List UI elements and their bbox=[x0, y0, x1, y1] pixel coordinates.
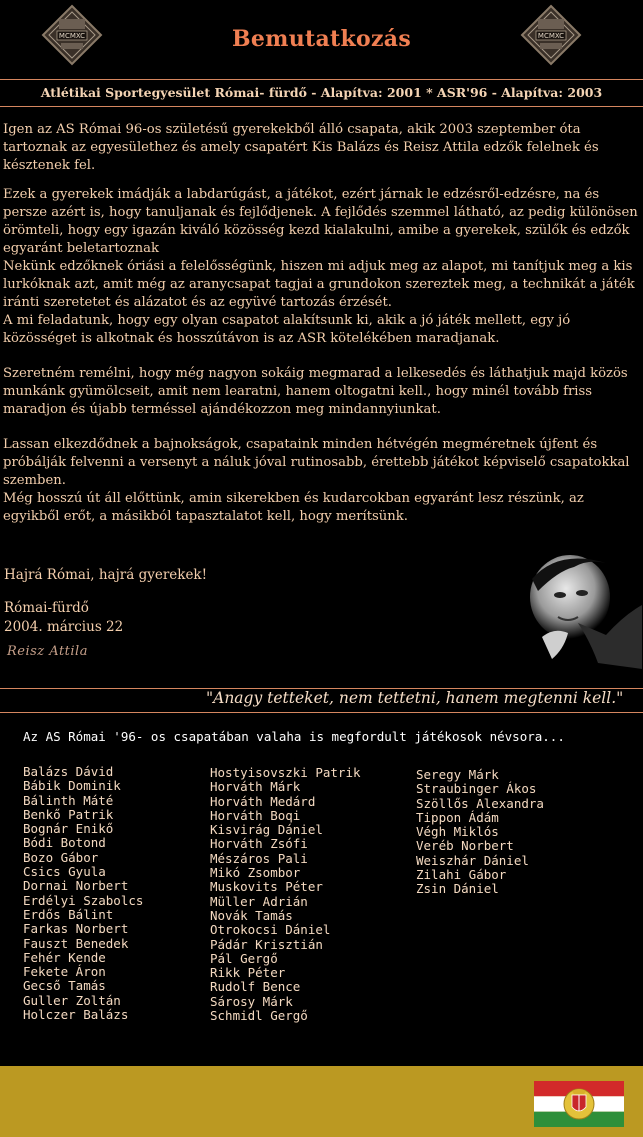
intro-paragraph: Nekünk edzőknek óriási a felelősségünk, hiszen mi adjuk meg az alapot, mi tanítjuk meg a kis lurkóknak azt, amit még az aranycsapat tagjai a grundokon szereztek meg, a technikát a játék iránti szeretetet és alázatot és az együvé tartozás érzését. bbox=[3, 259, 635, 310]
player-name: Dornai Norbert bbox=[23, 878, 129, 894]
player-name: Csics Gyula bbox=[23, 864, 106, 880]
player-name: Bódi Botond bbox=[23, 835, 106, 851]
player-name: Bábik Dominik bbox=[23, 778, 121, 794]
player-name: Gecső Tamás bbox=[23, 978, 106, 994]
player-name: Veréb Norbert bbox=[416, 838, 514, 854]
emblem-text: MCMXC bbox=[537, 32, 565, 40]
player-name: Rikk Péter bbox=[210, 965, 286, 981]
intro-text bbox=[3, 121, 639, 526]
player-name: Fauszt Benedek bbox=[23, 935, 129, 951]
player-name: Müller Adrián bbox=[210, 893, 308, 909]
hungarian-flag-icon[interactable] bbox=[534, 1081, 624, 1127]
player-name: Pádár Krisztián bbox=[210, 936, 323, 952]
player-name: Muskovits Péter bbox=[210, 879, 323, 895]
player-name: Erdélyi Szabolcs bbox=[23, 892, 144, 908]
player-name: Mikó Zsombor bbox=[210, 865, 301, 881]
player-name: Horváth Medárd bbox=[210, 793, 316, 809]
signature-date: 2004. március 22 bbox=[4, 619, 124, 635]
quote-text: "Anagy tetteket, nem tettetni, hanem megtenni kell." bbox=[206, 689, 624, 707]
intro-paragraph: Szeretném remélni, hogy még nagyon sokáig megmarad a lelkesedés és láthatjuk majd közös munkánk gyümölcseit, amit nem learatni, hanem oltogatni kell., hogy minél tovább friss maradjon és újabb terméssel ajándékozzon meg mindannyiunkat. bbox=[3, 366, 628, 417]
closing-cheer: Hajrá Római, hajrá gyerekek! bbox=[4, 567, 208, 583]
emblem-text: MCMXC bbox=[58, 32, 86, 40]
roster-column-2 bbox=[210, 766, 361, 1023]
divider bbox=[0, 79, 643, 80]
roster-column-1 bbox=[23, 765, 143, 1022]
player-name: Otrokocsi Dániel bbox=[210, 922, 331, 938]
player-name: Fehér Kende bbox=[23, 949, 106, 965]
divider bbox=[0, 712, 643, 713]
player-name: Hostyisovszki Patrik bbox=[210, 765, 361, 780]
roster-column-3 bbox=[416, 768, 544, 897]
intro-paragraph: Ezek a gyerekek imádják a labdarúgást, a játékot, ezért járnak le edzésről-edzésre, na és persze azért is, hogy tanuljanak és fejlődjenek. A fejlődés szemmel látható, az pedig különösen örömteli, hogy egy igazán kiváló közösség kezd kialakulni, amibe a gyerekek, szülők és edzők egyaránt beletartoznak bbox=[3, 187, 638, 256]
player-name: Mészáros Pali bbox=[210, 850, 308, 866]
coach-portrait bbox=[518, 545, 642, 669]
player-name: Bozo Gábor bbox=[23, 849, 99, 865]
player-name: Horváth Boqi bbox=[210, 807, 301, 823]
page-title: Bemutatkozás bbox=[231, 26, 412, 52]
player-name: Balázs Dávid bbox=[23, 764, 114, 779]
player-name: Bálinth Máté bbox=[23, 792, 114, 808]
player-name: Végh Miklós bbox=[416, 824, 499, 840]
player-name: Tippon Ádám bbox=[416, 809, 499, 825]
player-name: Rudolf Bence bbox=[210, 979, 301, 995]
divider bbox=[0, 106, 643, 107]
roster-heading: Az AS Római '96- os csapatában valaha is megfordult játékosok névsora... bbox=[23, 729, 565, 744]
player-name: Pál Gergő bbox=[210, 950, 278, 966]
player-name: Straubinger Ákos bbox=[416, 781, 537, 797]
player-name: Bognár Enikő bbox=[23, 821, 114, 837]
player-name: Sárosy Márk bbox=[210, 993, 293, 1009]
intro-paragraph: Lassan elkezdődnek a bajnokságok, csapataink minden hétvégén megméretnek újfent és próbálják felvenni a versenyt a náluk jóval rutinosabb, érettebb játékot képviselő csapatokkal szemben. bbox=[3, 437, 630, 488]
player-name: Farkas Norbert bbox=[23, 921, 129, 937]
intro-paragraph: Még hosszú út áll előttünk, amin sikerekben és kudarcokban egyaránt lesz részünk, az egyikből erőt, a másikból tapasztalatot kell, hogy merítsünk. bbox=[3, 491, 584, 524]
player-name: Zsin Dániel bbox=[416, 881, 499, 897]
player-name: Weiszhár Dániel bbox=[416, 852, 529, 868]
intro-paragraph: A mi feladatunk, hogy egy olyan csapatot alakítsunk ki, akik a jó játék mellett, egy jó közösséget is alkotnak és hosszútávon is az ASR kötelékében maradjanak. bbox=[3, 313, 571, 346]
player-name: Erdős Bálint bbox=[23, 906, 114, 922]
player-name: Schmidl Gergő bbox=[210, 1008, 308, 1024]
club-subtitle: Atlétikai Sportegyesület Római- fürdő - Alapítva: 2001 * ASR'96 - Alapítva: 2003 bbox=[40, 85, 603, 100]
player-name: Benkő Patrik bbox=[23, 806, 114, 822]
player-name: Guller Zoltán bbox=[23, 992, 121, 1008]
player-name: Kisvirág Dániel bbox=[210, 822, 323, 838]
player-name: Holczer Balázs bbox=[23, 1007, 129, 1023]
player-name: Seregy Márk bbox=[416, 767, 499, 782]
intro-paragraph: Igen az AS Római 96-os születésű gyerekekből álló csapata, akik 2003 szeptember óta tartoznak az egyesülethez és amely csapatért Kis Balázs és Reisz Attila edzők felelnek és késztenek fel. bbox=[3, 122, 599, 173]
player-name: Horváth Zsófi bbox=[210, 836, 308, 852]
player-name: Horváth Márk bbox=[210, 779, 301, 795]
signature-place: Római-fürdő bbox=[4, 600, 89, 616]
handwritten-signature: Reisz Attila bbox=[7, 644, 88, 659]
player-name: Novák Tamás bbox=[210, 907, 293, 923]
player-name: Zilahi Gábor bbox=[416, 867, 507, 883]
player-name: Fekete Áron bbox=[23, 964, 106, 980]
player-name: Szöllős Alexandra bbox=[416, 795, 544, 811]
